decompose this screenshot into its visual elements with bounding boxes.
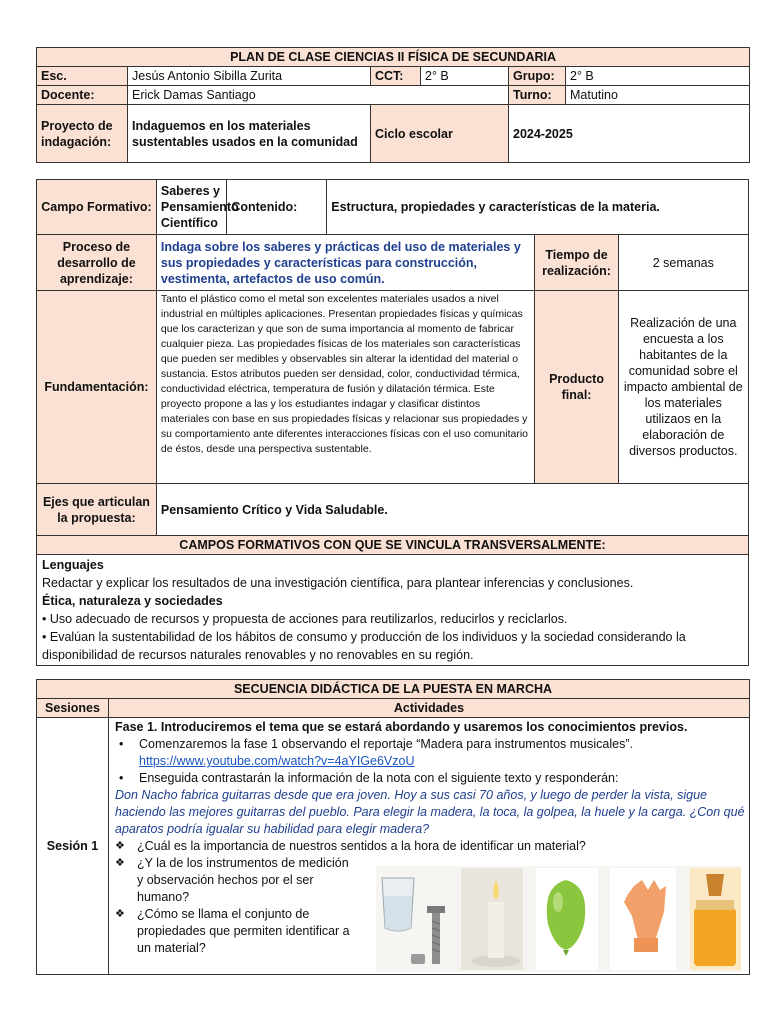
plan-table [36, 47, 750, 163]
fund-value: Tanto el plástico como el metal son excelentes materiales usados a nivel industrial en múltiples aplicaciones. Presentan propiedades físicas y químicas que los caracterizan y que son de suma importancia al momento de fabricar cualquier pieza. Las propiedades físicas de los materiales son características que pueden ser medibles y observables sin alterar la identidad del material o sustancia. Estos atributos pueden ser densidad, color, conductividad térmica, conductividad eléctrica, temperatura de fusión y dilatación térmica. Este proyecto propone a las y los estudiantes indagar y clasificar distintos materiales con base en sus propiedades físicas y relacionar sus propiedades y su comportamiento ante diferentes interacciones físicas con el uso comunitario de éstos, desde una perspectiva sustentable. [156, 291, 535, 484]
tiempo-value: 2 semanas [618, 235, 748, 291]
ejes-label: Ejes que articulan la propuesta: [37, 484, 157, 536]
activity-bullet-1: • Comenzaremos la fase 1 observando el reportaje “Madera para instrumentos musicales”. https://www.youtube.com/watch?v=4aYIGe6VzoU [115, 736, 745, 770]
trans-title: CAMPOS FORMATIVOS CON QUE SE VINCULA TRANSVERSALMENTE: [37, 536, 749, 555]
tiempo-label: Tiempo de realización: [535, 235, 618, 291]
cct-label: CCT: [371, 67, 421, 86]
candle-image [461, 868, 523, 970]
campo-value: Saberes y Pensamiento Científico [156, 180, 226, 235]
contenido-value: Estructura, propiedades y características de la materia. [327, 180, 749, 235]
col-sesiones: Sesiones [37, 699, 109, 718]
materials-image-strip [376, 866, 741, 972]
fase-heading: Fase 1. Introduciremos el tema que se estará abordando y usaremos los conocimientos previos. [115, 720, 688, 734]
proceso-value: Indaga sobre los saberes y prácticas del uso de materiales y sus propiedades y características para construcción, vestimenta, artefactos de uso común. [156, 235, 535, 291]
secuencia-title: SECUENCIA DIDÁCTICA DE LA PUESTA EN MARCHA [37, 680, 750, 699]
ejes-value: Pensamiento Crítico y Vida Saludable. [156, 484, 748, 536]
video-link[interactable]: https://www.youtube.com/watch?v=4aYIGe6VzoU [139, 754, 415, 768]
grupo-label: Grupo: [509, 67, 566, 86]
etica-bullet-1: • Uso adecuado de recursos y propuesta de acciones para reutilizarlos, reducirlos y reciclarlos. [42, 612, 568, 626]
fund-label: Fundamentación: [37, 291, 157, 484]
sesion-label: Sesión 1 [37, 718, 109, 975]
turno-value: Matutino [566, 86, 750, 105]
ciclo-value: 2024-2025 [509, 105, 750, 163]
esc-label: Esc. [37, 67, 128, 86]
etica-title: Ética, naturaleza y sociedades [42, 594, 223, 608]
don-nacho-quote: Don Nacho fabrica guitarras desde que era joven. Hoy a sus casi 70 años, y luego de perder la vista, sigue haciendo las mejores guitarras del pueblo. Para elegir la madera, la toca, la golpea, la huele y la carga. ¿Con qué aparatos podría igualar su habilidad para elegir madera? [115, 788, 745, 836]
etica-bullet-2: • Evalúan la sustentabilidad de los hábitos de consumo y producción de los individuos y la sociedad considerando la disponibilidad de recursos naturales renovables y no renovables en su región. [42, 630, 686, 662]
ciclo-label: Ciclo escolar [371, 105, 509, 163]
proyecto-value: Indaguemos en los materiales sustentables usados en la comunidad [128, 105, 371, 163]
question-1: ❖ ¿Cuál es la importancia de nuestros sentidos a la hora de identificar un material? [115, 838, 745, 855]
question-2: ❖ ¿Y la de los instrumentos de medición y observación hechos por el ser humano? [115, 855, 352, 906]
cct-value: 2° B [421, 67, 509, 86]
question-3: ❖ ¿Cómo se llama el conjunto de propiedades que permiten identificar a un material? [115, 906, 352, 957]
col-actividades: Actividades [109, 699, 750, 718]
grupo-value: 2° B [566, 67, 750, 86]
campo-label: Campo Formativo: [37, 180, 157, 235]
glove-image [610, 868, 676, 970]
producto-label: Producto final: [535, 291, 618, 484]
plan-title: PLAN DE CLASE CIENCIAS II FÍSICA DE SECUNDARIA [37, 48, 750, 67]
docente-label: Docente: [37, 86, 128, 105]
contenido-label: Contenido: [227, 180, 327, 235]
balloon-image [536, 868, 598, 970]
lenguajes-title: Lenguajes [42, 558, 104, 572]
proceso-label: Proceso de desarrollo de aprendizaje: [37, 235, 157, 291]
turno-label: Turno: [509, 86, 566, 105]
materials-images [376, 866, 741, 972]
activity-bullet-2: • Enseguida contrastarán la información de la nota con el siguiente texto y responderán: [115, 770, 745, 787]
producto-value: Realización de una encuesta a los habitantes de la comunidad sobre el impacto ambiental de los materiales utilizaos en la elaboración de diversos productos. [618, 291, 748, 484]
esc-value: Jesús Antonio Sibilla Zurita [128, 67, 371, 86]
proyecto-label: Proyecto de indagación: [37, 105, 128, 163]
docente-value: Erick Damas Santiago [128, 86, 509, 105]
trans-content [37, 555, 749, 666]
lenguajes-text: Redactar y explicar los resultados de una investigación científica, para plantear inferencias y conclusiones. [42, 576, 634, 590]
campo-table [36, 179, 749, 666]
honey-jar-image [690, 868, 741, 970]
